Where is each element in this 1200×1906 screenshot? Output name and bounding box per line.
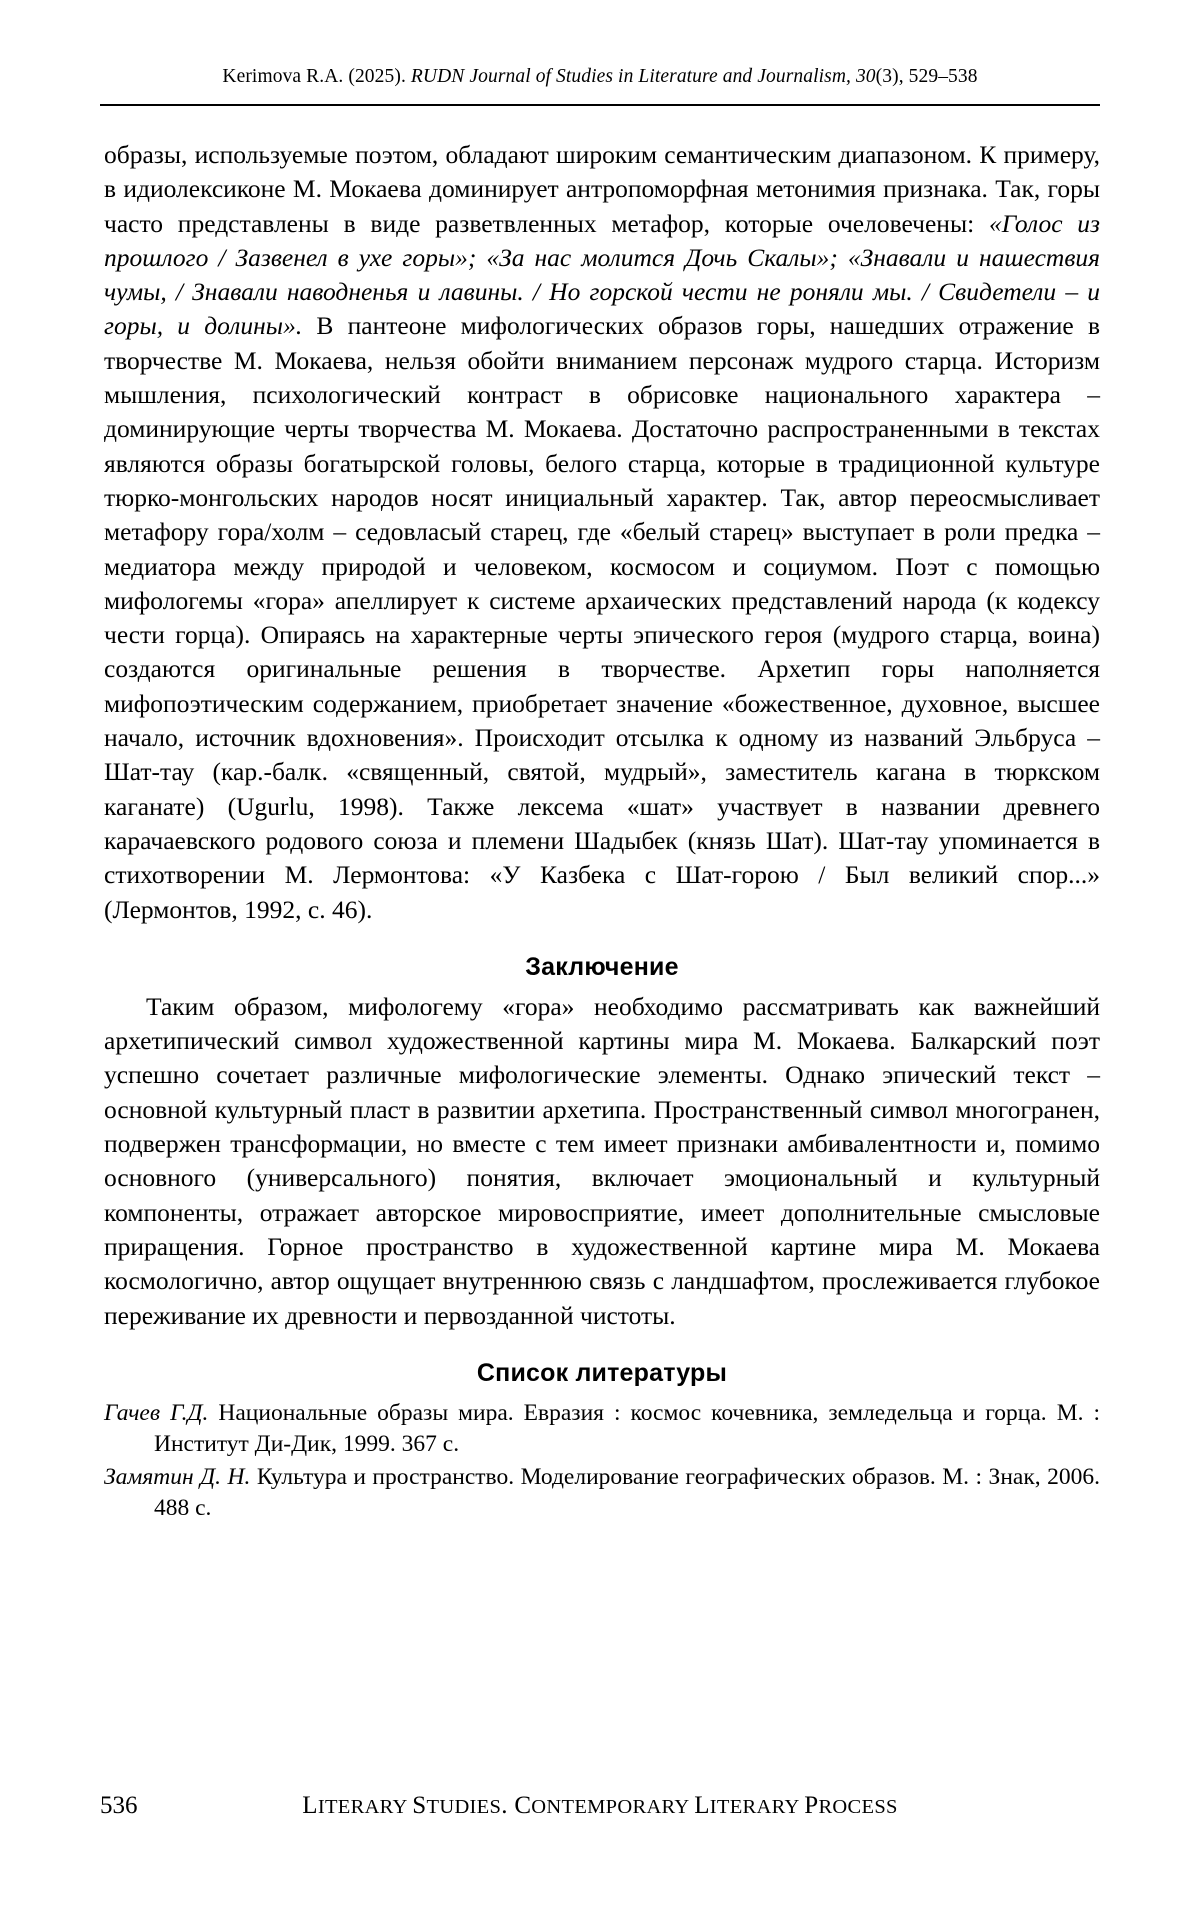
footer-title-seg-2-rest: TUDIES — [426, 1796, 502, 1818]
footer-title-seg-5-first: P — [804, 1792, 819, 1819]
footer-title-seg-3-first: C — [514, 1792, 532, 1819]
footer-title-seg-4-rest: ITERARY — [709, 1796, 805, 1818]
footer-title-dot: . — [501, 1792, 515, 1819]
footer-title-seg-3-rest: ONTEMPORARY — [531, 1796, 695, 1818]
reference-text: Культура и пространство. Моделирование географических образов. М. : Знак, 2006. 488 с. — [154, 1463, 1100, 1521]
page-content — [104, 138, 1100, 1526]
footer-title-seg-1-first: L — [302, 1792, 318, 1819]
conclusion-heading: Заключение — [525, 952, 679, 981]
footer-title-seg-4-first: L — [694, 1792, 710, 1819]
reference-author: Гачев Г.Д. — [104, 1399, 209, 1426]
body-paragraph-continued — [104, 138, 1100, 927]
references-list — [104, 1398, 1100, 1524]
reference-text: Национальные образы мира. Евразия : космос кочевника, земледельца и горца. М. : Институт Ди-Дик, 1999. 367 с. — [154, 1399, 1101, 1457]
paragraph-text-part-1: образы, используемые поэтом, обладают широким семантическим диапазоном. К примеру, в идиолексиконе М. Мокаева доминирует антропоморфная метонимия признака. Так, горы часто представлены в виде разветвленных метафор, которые очеловечены: — [104, 140, 1100, 238]
running-head — [100, 66, 1100, 88]
poem-quote: «Голос из прошлого / Зазвенел в ухе горы»; «За нас молится Дочь Скалы»; «Знавали и нашествия чумы, / Знавали наводненья и лавины. / Но горской чести не роняли мы. / Свидетели – и горы, и долины». — [104, 208, 1101, 341]
reference-author: Замятин Д. Н. — [104, 1463, 251, 1490]
reference-item — [104, 1398, 1100, 1460]
header-rule — [100, 104, 1100, 106]
footer-title-seg-5-rest: ROCESS — [818, 1796, 898, 1818]
running-head-journal: RUDN Journal of Studies in Literature and Journalism, 30 — [410, 66, 876, 87]
footer-title-seg-1-rest: ITERARY — [317, 1796, 413, 1818]
running-head-citation-suffix: (3), 529–538 — [875, 66, 978, 87]
running-head-citation-prefix: Kerimova R.A. (2025). — [222, 66, 411, 87]
footer-title-seg-2-first: S — [412, 1792, 427, 1819]
references-heading: Список литературы — [476, 1358, 728, 1387]
page-number: 536 — [100, 1792, 138, 1819]
paragraph-text-part-2: В пантеоне мифологических образов горы, нашедших отражение в творчестве М. Мокаева, нельзя обойти вниманием персонаж мудрого старца. Историзм мышления, психологический контраст в обрисовке национального характера – доминирующие черты творчества М. Мокаева. Достаточно распространенными в текстах являются образы богатырской головы, белого старца, которые в традиционной культуре тюрко-монгольских народов носят инициальный характер. Так, автор переосмысливает метафору гора/холм – седовласый старец, где «белый старец» выступает в роли предка – медиатора между природой и человеком, космосом и социумом. Поэт с помощью мифологемы «гора» апеллирует к системе архаических представлений народа (к кодексу чести горца). Опираясь на характерные черты эпического героя (мудрого старца, воина) создаются оригинальные решения в творчестве. Архетип горы наполняется мифопоэтическим содержанием, приобретает значение «божественное, духовное, высшее начало, источник вдохновения». Происходит отсылка к одному из названий Эльбруса – Шат-тау (кар.-балк. «священный, святой, мудрый», заместитель кагана в тюркском каганате) (Ugurlu, 1998). Также лексема «шат» участвует в названии древнего карачаевского родового союза и племени Шадыбек (князь Шат). Шат-тау упоминается в стихотворении М. Лермонтова: «У Казбека с Шат-горою / Был великий спор...» (Лермонтов, 1992, с. 46). — [104, 311, 1100, 924]
conclusion-paragraph: Таким образом, мифологему «гора» необходимо рассматривать как важнейший архетипический символ художественной картины мира М. Мокаева. Балкарский поэт успешно сочетает различные мифологические элементы. Однако эпический текст – основной культурный пласт в развитии архетипа. Пространственный символ многогранен, подвержен трансформации, но вместе с тем имеет признаки амбивалентности и, помимо основного (универсального) понятия, включает эмоциональный и культурный компоненты, отражает авторское мировосприятие, имеет дополнительные смысловые приращения. Горное пространство в художественной картине мира М. Мокаева космологично, автор ощущает внутреннюю связь с ландшафтом, прослеживается глубокое переживание их древности и первозданной чистоты. — [104, 991, 1100, 1330]
footer-running-title — [100, 1792, 1100, 1820]
page-footer — [100, 1792, 1100, 1822]
reference-item — [104, 1462, 1100, 1524]
